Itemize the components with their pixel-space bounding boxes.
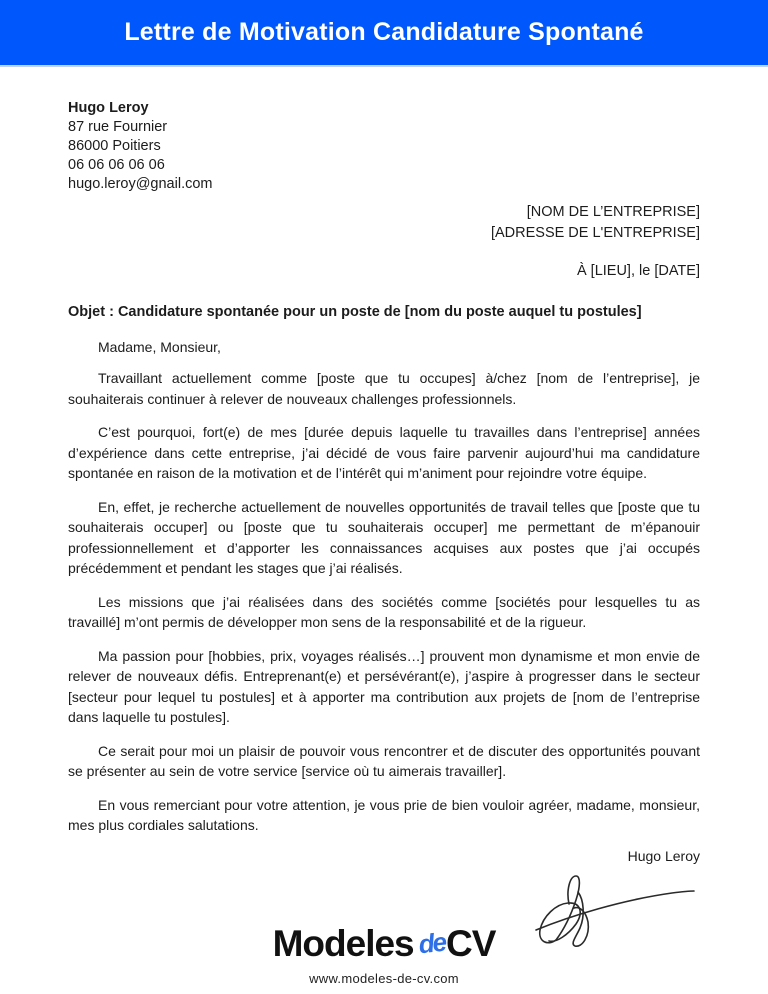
- recipient-company-name: [NOM DE L’ENTREPRISE]: [526, 204, 700, 220]
- header-banner: [0, 0, 768, 67]
- logo-text-cv: CV: [445, 923, 496, 964]
- sender-phone: 06 06 06 06 06: [68, 157, 165, 173]
- paragraph-7: En vous remerciant pour votre attention, je vous prie de bien vouloir agréer, madame, monsieur, mes plus cordiales salutations.: [68, 796, 700, 833]
- paragraph-1: Travaillant actuellement comme [poste que tu occupes] à/chez [nom de l’entreprise], je souhaiterais continuer à relever de nouveaux challenges professionnels.: [68, 370, 700, 407]
- subject-line: Objet : Candidature spontanée pour un poste de [nom du poste auquel tu postules]: [68, 304, 642, 320]
- sender-street: 87 rue Fournier: [68, 119, 168, 135]
- sender-city: 86000 Poitiers: [68, 138, 161, 154]
- place-date-line: À [LIEU], le [DATE]: [576, 263, 700, 279]
- paragraph-2: C’est pourquoi, fort(e) de mes [durée depuis laquelle tu travailles dans l’entreprise] années d’expérience dans cette entreprise, j’ai décidé de vous faire parvenir aujourd’hui ma candidature spontanée en raison de la motivation et de l’intérêt qui m’animent pour rejoindre votre équipe.: [68, 424, 700, 481]
- recipient-company-address: [ADRESSE DE L'ENTREPRISE]: [490, 225, 700, 241]
- logo-text-modeles: Modeles: [272, 923, 414, 964]
- salutation: Madame, Monsieur,: [98, 339, 221, 355]
- logo-text-de: de: [416, 926, 447, 960]
- letter-content: [0, 99, 768, 948]
- paragraph-5: Ma passion pour [hobbies, prix, voyages réalisés…] prouvent mon dynamisme et mon envie de relever de nouveaux défis. Entreprenant(e) et persévérant(e), j’aspire à progresser dans le secteur [secteur pour lequel tu postules] et à apporter ma contribution aux projets de [nom de l’entreprise dans laquelle tu postules].: [68, 647, 700, 725]
- footer: [0, 925, 768, 986]
- letter-body: [68, 368, 700, 836]
- paragraph-6: Ce serait pour moi un plaisir de pouvoir vous rencontrer et de discuter des opportunités pouvant se présenter au sein de votre service [service où tu aimerais travailler].: [68, 742, 700, 779]
- sender-block: [68, 99, 700, 194]
- website-url: www.modeles-de-cv.com: [309, 971, 459, 986]
- sender-email: hugo.leroy@gnail.com: [68, 176, 213, 192]
- signature-name: Hugo Leroy: [627, 847, 700, 864]
- page-title: Lettre de Motivation Candidature Spontané: [124, 18, 644, 46]
- paragraph-4: Les missions que j’ai réalisées dans des sociétés comme [sociétés pour lesquelles tu as travaillé] m’ont permis de développer mon sens de la responsabilité et de la rigueur.: [68, 593, 700, 630]
- sender-name: Hugo Leroy: [68, 100, 149, 116]
- recipient-block: [68, 202, 700, 244]
- modeles-de-cv-logo: [273, 925, 496, 962]
- paragraph-3: En, effet, je recherche actuellement de nouvelles opportunités de travail telles que [poste que tu souhaiterais occuper] ou [poste que tu souhaiterais occuper] me permettant de m’épanouir professionnellement et d’apporter les connaissances acquises aux postes que j’ai occupés précédemment et pendant les stages que j’ai réalisés.: [68, 498, 700, 576]
